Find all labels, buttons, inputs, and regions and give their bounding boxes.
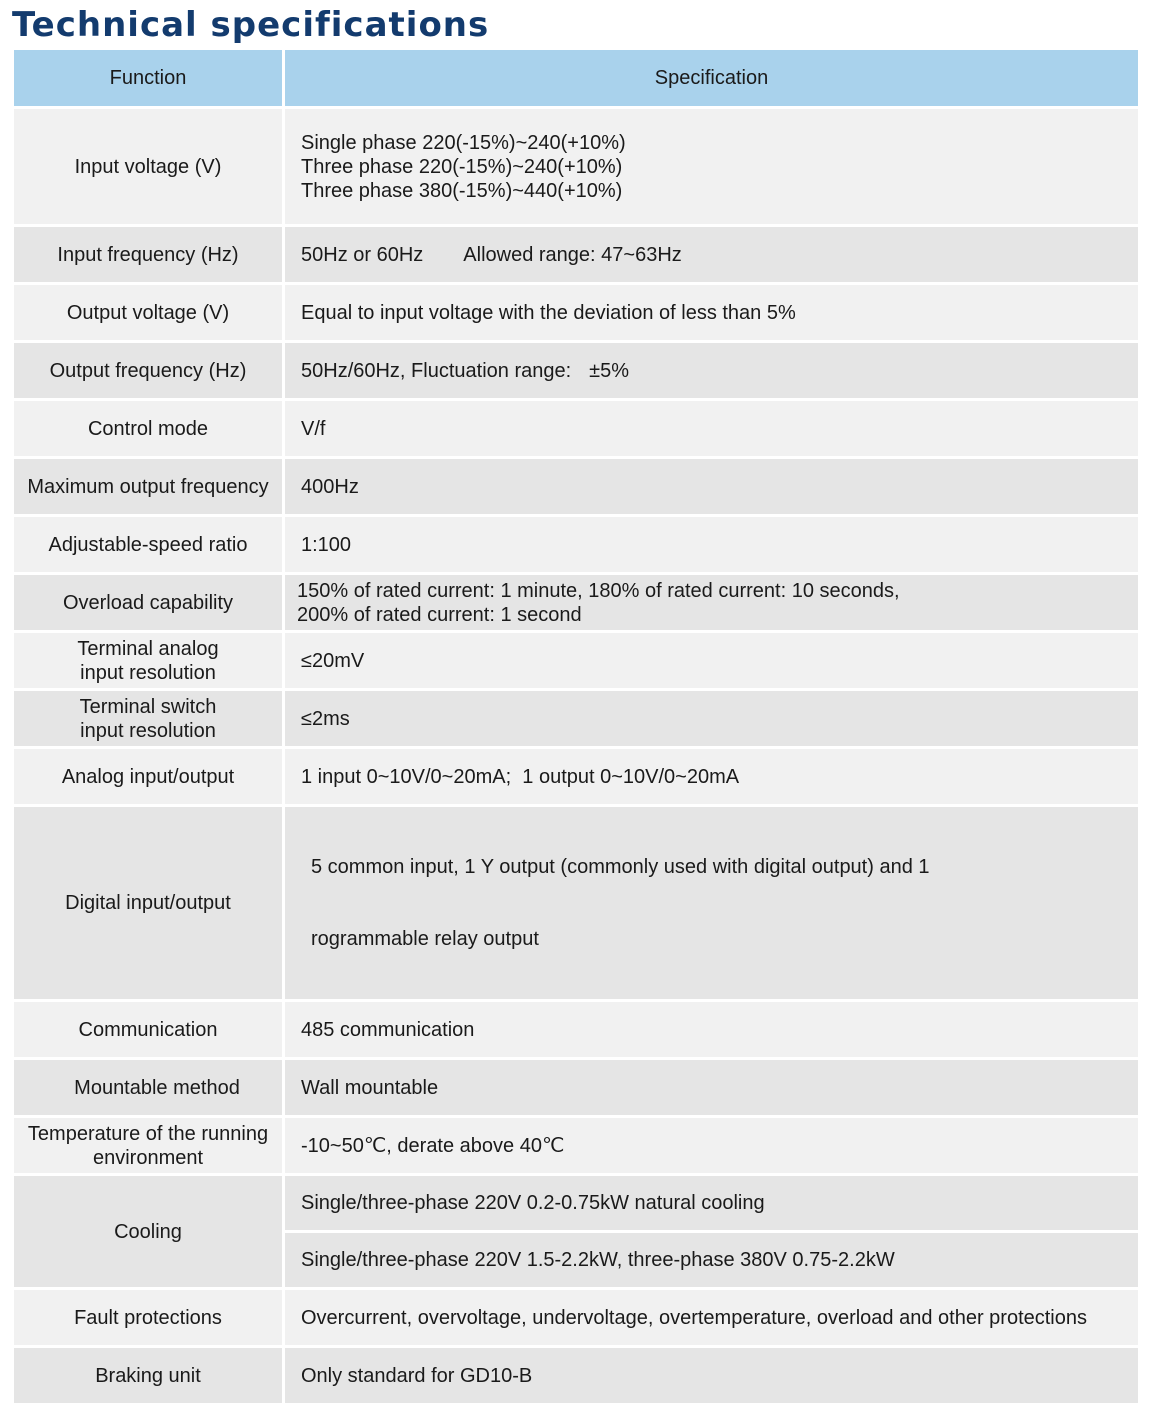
spec-line: rogrammable relay output	[311, 928, 539, 950]
row-analog-io	[14, 749, 1138, 807]
spec-cell: Overcurrent, overvoltage, undervoltage, overtemperature, overload and other protections	[285, 1290, 1138, 1348]
row-input-voltage	[14, 109, 1138, 227]
spec-line: Three phase 220(-15%)~240(+10%)	[301, 155, 623, 178]
row-braking	[14, 1348, 1138, 1406]
row-overload	[14, 575, 1138, 633]
spec-cell: Single/three-phase 220V 1.5-2.2kW, three-phase 380V 0.75-2.2kW	[285, 1233, 1138, 1290]
spec-cell	[285, 343, 1138, 401]
function-line: input resolution	[80, 661, 216, 684]
spec-cell: Only standard for GD10-B	[285, 1348, 1138, 1406]
spec-part: 50Hz/60Hz, Fluctuation range:	[301, 359, 572, 382]
function-cell: Control mode	[14, 401, 285, 459]
spec-part: ±5%	[589, 359, 630, 382]
spec-part: Allowed range: 47~63Hz	[463, 243, 682, 266]
spec-line: Three phase 380(-15%)~440(+10%)	[301, 179, 623, 202]
row-output-frequency	[14, 343, 1138, 401]
spec-cell: -10~50℃, derate above 40℃	[285, 1118, 1138, 1176]
spec-cell: ≤2ms	[285, 691, 1138, 749]
function-cell: Input frequency (Hz)	[14, 227, 285, 285]
function-cell: Analog input/output	[14, 749, 285, 807]
function-cell: Output frequency (Hz)	[14, 343, 285, 401]
function-cell: Communication	[14, 1002, 285, 1060]
function-cell: Output voltage (V)	[14, 285, 285, 343]
function-cell: Maximum output frequency	[14, 459, 285, 517]
row-fault	[14, 1290, 1138, 1348]
function-cell: Cooling	[14, 1176, 285, 1290]
row-speed-ratio	[14, 517, 1138, 575]
function-line: Terminal switch	[79, 695, 217, 718]
spec-part: 50Hz or 60Hz	[301, 243, 424, 266]
header-specification: Specification	[285, 50, 1138, 109]
row-analog-resolution	[14, 633, 1138, 691]
function-line: Terminal analog	[77, 637, 219, 660]
function-cell	[14, 1118, 285, 1176]
spec-cell: 1:100	[285, 517, 1138, 575]
row-max-output-frequency	[14, 459, 1138, 517]
function-cell: Digital input/output	[14, 807, 285, 1002]
row-mount	[14, 1060, 1138, 1118]
table-header-row	[14, 50, 1138, 109]
row-switch-resolution	[14, 691, 1138, 749]
spec-line: 150% of rated current: 1 minute, 180% of rated current: 10 seconds,	[297, 579, 900, 602]
spec-cell	[285, 109, 1138, 227]
spec-line: Single phase 220(-15%)~240(+10%)	[301, 131, 626, 154]
spec-table	[14, 50, 1138, 1406]
row-cooling	[14, 1176, 1138, 1233]
spec-cell: ≤20mV	[285, 633, 1138, 691]
spec-line: 5 common input, 1 Y output (commonly used with digital output) and 1	[311, 856, 930, 878]
row-output-voltage	[14, 285, 1138, 343]
spec-cell	[285, 575, 1138, 633]
function-cell: Overload capability	[14, 575, 285, 633]
function-cell: Braking unit	[14, 1348, 285, 1406]
spec-cell: 485 communication	[285, 1002, 1138, 1060]
spec-cell	[285, 807, 1138, 1002]
function-cell: Input voltage (V)	[14, 109, 285, 227]
spec-cell: 1 input 0~10V/0~20mA; 1 output 0~10V/0~20mA	[285, 749, 1138, 807]
spec-cell: V/f	[285, 401, 1138, 459]
row-control-mode	[14, 401, 1138, 459]
row-digital-io	[14, 807, 1138, 1002]
page-title: Technical specifications	[12, 5, 490, 45]
function-line: environment	[92, 1146, 204, 1169]
spec-cell	[285, 227, 1138, 285]
spec-line: 200% of rated current: 1 second	[297, 603, 582, 626]
spec-cell: 400Hz	[285, 459, 1138, 517]
function-cell: Adjustable-speed ratio	[14, 517, 285, 575]
row-temperature	[14, 1118, 1138, 1176]
spec-cell: Single/three-phase 220V 0.2-0.75kW natural cooling	[285, 1176, 1138, 1233]
function-cell: Fault protections	[14, 1290, 285, 1348]
spec-cell: Wall mountable	[285, 1060, 1138, 1118]
function-line: input resolution	[80, 719, 216, 742]
function-line: Temperature of the running	[27, 1122, 269, 1145]
row-communication	[14, 1002, 1138, 1060]
header-function: Function	[14, 50, 285, 109]
function-cell: Mountable method	[14, 1060, 285, 1118]
spec-cell: Equal to input voltage with the deviation of less than 5%	[285, 285, 1138, 343]
row-input-frequency	[14, 227, 1138, 285]
function-cell	[14, 633, 285, 691]
function-cell	[14, 691, 285, 749]
